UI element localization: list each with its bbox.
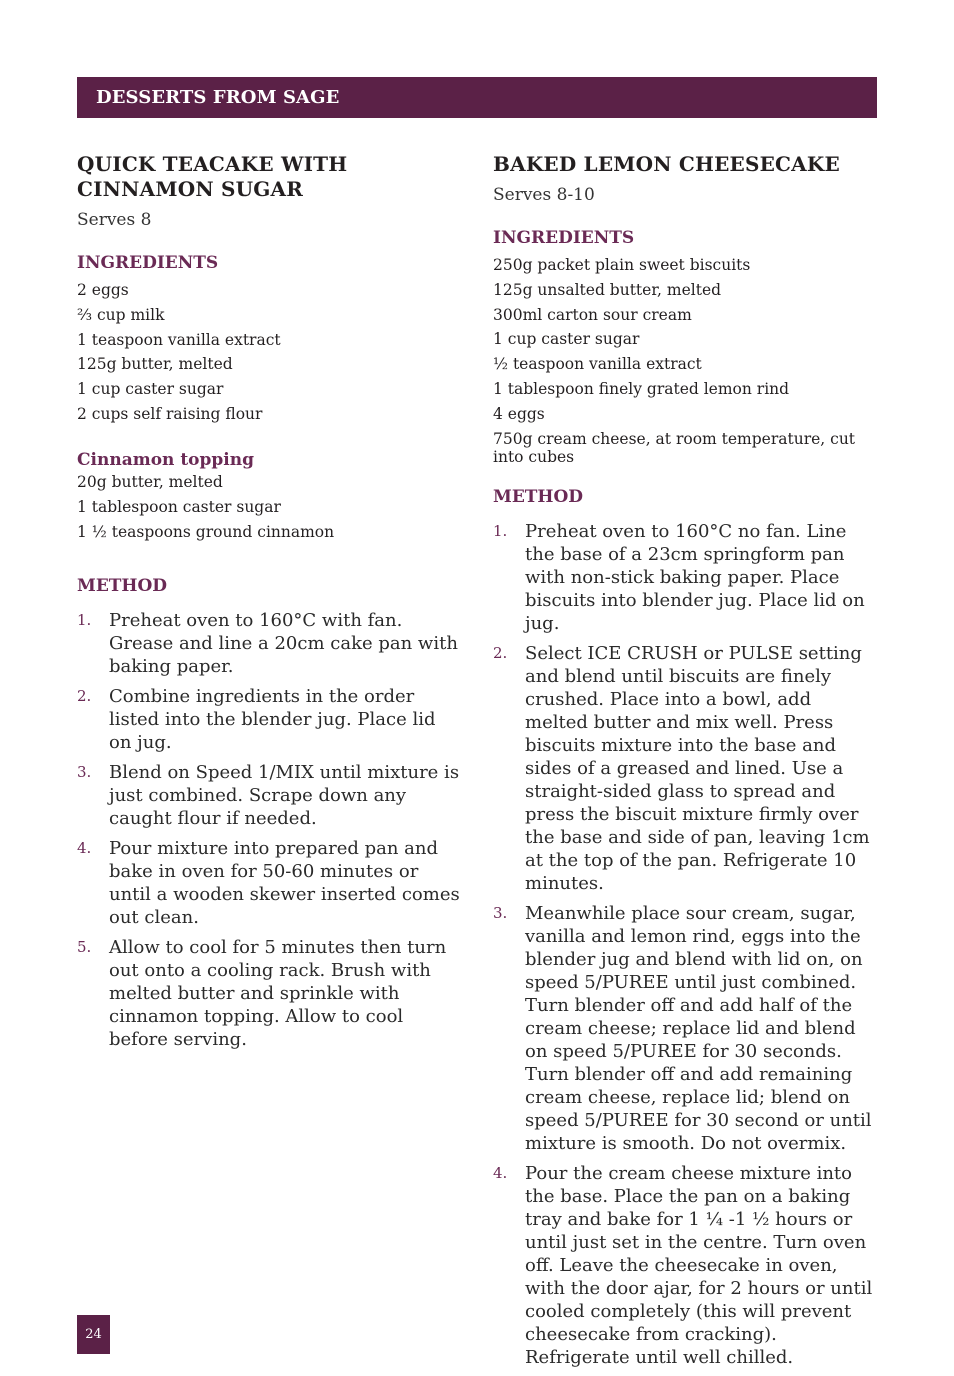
method-step — [493, 520, 873, 635]
ingredient-item: 1 cup caster sugar — [77, 380, 224, 399]
method-step — [493, 902, 873, 1155]
ingredients-heading: INGREDIENTS — [77, 253, 219, 273]
ingredient-item: 2 eggs — [77, 281, 129, 299]
ingredient-item: 1 tablespoon finely grated lemon rind — [493, 379, 790, 398]
ingredient-item: 125g unsalted butter, melted — [493, 280, 722, 299]
step-number: 3. — [493, 903, 508, 922]
method-step — [77, 761, 462, 830]
ingredient-item: 1 teaspoon vanilla extract — [77, 330, 281, 349]
method-step — [77, 936, 462, 1051]
topping-heading: Cinnamon topping — [77, 449, 254, 470]
step-text: Preheat oven to 160°C no fan. Line the base of a 23cm springform pan with non-stick baking paper. Place biscuits into blender jug. Place lid on jug. — [525, 520, 865, 634]
serves-text: Serves 8 — [77, 210, 152, 230]
method-step — [493, 1162, 873, 1369]
method-step — [77, 685, 462, 754]
step-text: Meanwhile place sour cream, sugar, vanilla and lemon rind, eggs into the blender jug and blend with lid on, on speed 5/PUREE until just combined. Turn blender off and add half of the cream cheese; replace lid and blend on speed 5/PUREE for 30 seconds. Turn blender off and add remaining cream cheese, replace lid; blend on speed 5/PUREE for 30 second or until mixture is smooth. Do not overmix. — [525, 902, 872, 1154]
step-text: Blend on Speed 1/MIX until mixture is just combined. Scrape down any caught flour if needed. — [109, 761, 460, 829]
method-step — [77, 837, 462, 929]
recipe-cheesecake — [493, 152, 873, 1376]
ingredient-item: 2 cups self raising flour — [77, 404, 263, 423]
ingredients-list — [493, 256, 873, 466]
step-number: 5. — [77, 937, 92, 956]
section-title: DESSERTS FROM SAGE — [96, 87, 340, 108]
ingredient-item: 250g packet plain sweet biscuits — [493, 256, 751, 274]
serves-text: Serves 8-10 — [493, 185, 595, 205]
ingredient-item: 1 tablespoon caster sugar — [77, 497, 281, 516]
ingredient-item: 300ml carton sour cream — [493, 305, 692, 324]
step-number: 2. — [77, 686, 92, 705]
step-number: 2. — [493, 643, 508, 662]
step-text: Combine ingredients in the order listed into the blender jug. Place lid on jug. — [109, 685, 436, 753]
step-number: 4. — [493, 1163, 508, 1182]
ingredient-item: 4 eggs — [493, 404, 545, 423]
ingredient-item: 750g cream cheese, at room temperature, cut into cubes — [493, 429, 856, 466]
recipe-title: QUICK TEACAKE WITH CINNAMON SUGAR — [77, 152, 348, 201]
recipe-title: BAKED LEMON CHEESECAKE — [493, 152, 840, 176]
method-heading: METHOD — [77, 575, 168, 596]
method-list — [77, 609, 462, 1051]
method-step — [77, 609, 462, 678]
step-text: Pour the cream cheese mixture into the base. Place the pan on a baking tray and bake for 1 ¼ -1 ½ hours or until just set in the centre. Turn oven off. Leave the cheesecake in oven, with the door ajar, for 2 hours or until cooled completely (this will prevent cheesecake from cracking). Refrigerate until well chilled. — [525, 1162, 873, 1368]
ingredient-item: 20g butter, melted — [77, 472, 223, 491]
ingredient-item: ⅔ cup milk — [77, 305, 165, 324]
topping-list — [77, 473, 462, 541]
ingredient-item: 125g butter, melted — [77, 355, 233, 374]
step-number: 1. — [77, 610, 92, 629]
method-heading: METHOD — [493, 486, 584, 507]
recipe-teacake — [77, 152, 462, 1058]
ingredient-item: 1 cup caster sugar — [493, 330, 640, 349]
step-number: 3. — [77, 762, 92, 781]
page-number: 24 — [77, 1315, 110, 1354]
step-number: 1. — [493, 521, 508, 540]
step-text: Select ICE CRUSH or PULSE setting and blend until biscuits are finely crushed. Place into a bowl, add melted butter and mix well. Press biscuits mixture into the base and sides of a greased and lined. Use a straight-sided glass to spread and press the biscuit mixture firmly over the base and side of pan, leaving 1cm at the top of the pan. Refrigerate 10 minutes. — [525, 642, 870, 894]
step-text: Allow to cool for 5 minutes then turn out onto a cooling rack. Brush with melted butter and sprinkle with cinnamon topping. Allow to cool before serving. — [109, 936, 447, 1050]
step-text: Pour mixture into prepared pan and bake in oven for 50-60 minutes or until a wooden skewer inserted comes out clean. — [109, 837, 460, 928]
step-text: Preheat oven to 160°C with fan. Grease and line a 20cm cake pan with baking paper. — [109, 609, 458, 677]
method-list — [493, 520, 873, 1369]
ingredient-item: 1 ½ teaspoons ground cinnamon — [77, 522, 335, 541]
section-banner — [77, 77, 877, 118]
method-step — [493, 642, 873, 895]
step-number: 4. — [77, 838, 92, 857]
ingredient-item: ½ teaspoon vanilla extract — [493, 355, 702, 374]
ingredients-list — [77, 281, 462, 423]
ingredients-heading: INGREDIENTS — [493, 228, 635, 248]
